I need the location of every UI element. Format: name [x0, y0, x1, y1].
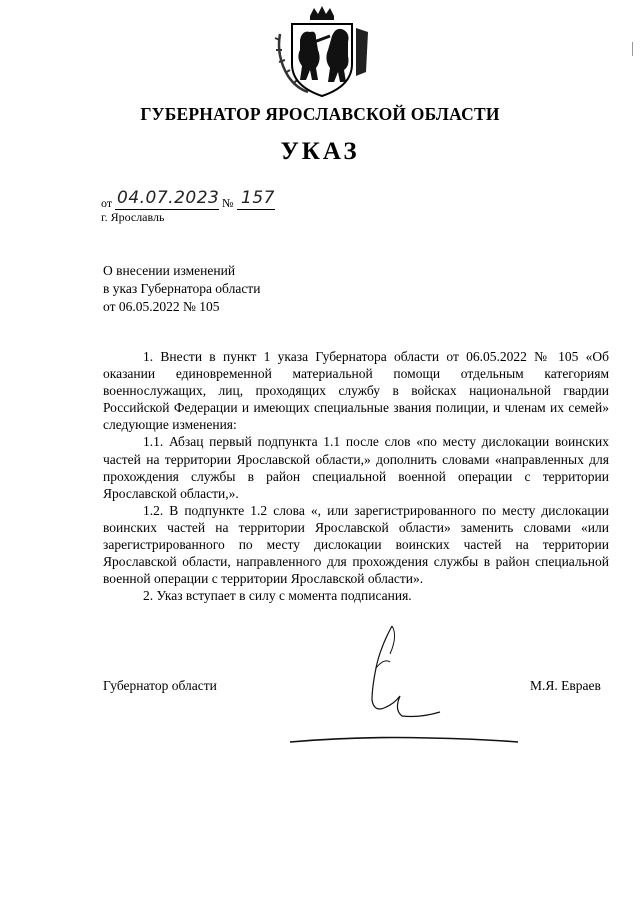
body-paragraph: 1. Внести в пункт 1 указа Губернатора области от 06.05.2022 № 105 «Об оказании единовременной материальной помощи отдельным категориям военнослужащих, лиц, проходящих службу в войсках национальной гвардии Российской Федерации и имеющих специальные звания полиции, и членам их семей» следующие изменения: [103, 349, 609, 433]
document-type-title: УКАЗ [280, 138, 360, 165]
signatory-name: М.Я. Евраев [530, 678, 601, 693]
subject-line: О внесении изменений [103, 263, 236, 278]
body-paragraph: 1.2. В подпункте 1.2 слова «, или зарегистрированного по месту дислокации воинских частей на территории Ярославской области» заменить словами «или зарегистрированного по месту дислокации воинских частей на территории Ярославской области, направленного для прохождения службы в район специальной военной операции с территории Ярославской области». [103, 502, 609, 587]
subject-line: в указ Губернатора области [103, 281, 261, 296]
number-underline [237, 209, 275, 210]
date-prefix: от [101, 196, 113, 210]
document-date: 04.07.2023 [117, 188, 220, 208]
date-number-line [101, 188, 301, 212]
handwritten-signature-icon [280, 618, 520, 748]
issuing-authority: ГУБЕРНАТОР ЯРОСЛАВСКОЙ ОБЛАСТИ [140, 104, 500, 124]
document-number: 157 [241, 188, 275, 208]
subject-line: от 06.05.2022 № 105 [103, 299, 220, 314]
signatory-title: Губернатор области [103, 678, 217, 693]
document-subject [103, 262, 363, 316]
issue-city: г. Ярославль [101, 210, 165, 224]
body-paragraph: 2. Указ вступает в силу с момента подписания. [143, 588, 412, 604]
body-paragraph: 1.1. Абзац первый подпункта 1.1 после слов «по месту дислокации воинских частей на территории Ярославской области,» дополнить словами «направленных для прохождения службы в район специальной военной операции с территории Ярославской области,». [103, 434, 609, 501]
number-prefix: № [222, 196, 234, 210]
scan-edge-mark [632, 42, 633, 56]
document-body [103, 348, 609, 604]
coat-of-arms-icon [274, 6, 370, 98]
